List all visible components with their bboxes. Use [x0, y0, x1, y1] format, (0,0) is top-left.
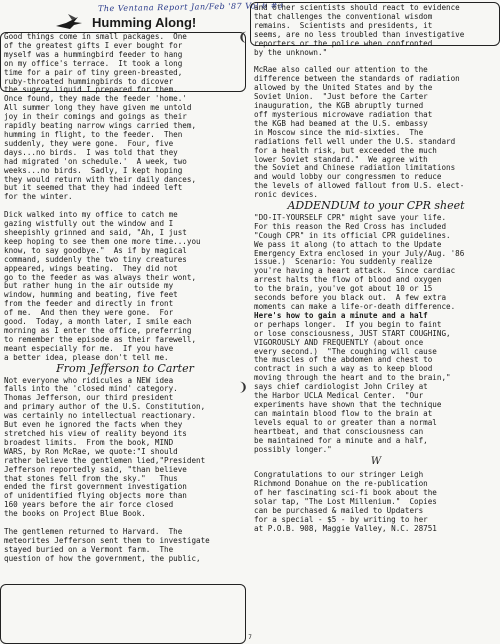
page-number: 7 [248, 634, 252, 641]
text-line: levels equal to or greater than a normal [254, 417, 437, 427]
text-line: time for a pair of tiny green-breasted, [4, 67, 183, 77]
text-line: good. Today, a month later, I smile each [4, 317, 192, 327]
text-line: the muscles of the abdomen and chest to [254, 355, 433, 365]
text-line: of the greatest gifts I ever bought for [4, 40, 183, 50]
divider-bracket-icon: ❨ [237, 30, 249, 44]
text-line: ended the first government investigation [4, 482, 187, 492]
text-line: seems, are no less troubled than investigative [254, 29, 465, 39]
text-line: allowed by the United States and by the [254, 83, 433, 93]
text-line: remains. Scientists and presidents, it [254, 20, 433, 30]
text-line: myself was a hummingbird feeder to hang [4, 49, 183, 59]
article-jefferson [4, 377, 246, 520]
text-line: seconds before you black out. A few extra [254, 293, 447, 303]
text-line: Congratulations to our stringer Leigh [254, 470, 424, 480]
text-line: weeks...no birds. Sadly, I kept hoping [4, 165, 183, 175]
text-line: question of how the government, the public, [4, 553, 201, 563]
text-line: But even he ignored the facts when they [4, 420, 183, 430]
article-hummingbirds [4, 33, 246, 202]
text-line: radiations fell well under the U.S. standard [254, 136, 456, 146]
text-line: experiments have shown that the technique [254, 399, 442, 409]
text-line: but rather hung in the air outside my [4, 281, 174, 291]
text-line: window, humming and beating, five feet [4, 290, 178, 300]
text-line: inauguration, the KGB abruptly turned [254, 101, 424, 111]
text-line: and other scientists should react to evidence [254, 3, 460, 12]
text-line: stretched his view of reality beyond its [4, 428, 187, 438]
text-line: for a special - $5 - by writing to her [254, 514, 428, 524]
text-line: meant especially for me. If you have [4, 343, 174, 353]
text-line: that stones fell from the sky." Thus [4, 473, 178, 483]
text-line: to the brain, you've got about 10 or 15 [254, 284, 433, 294]
text-line: rather believe the gentlemen lied,"President [4, 455, 206, 465]
handwritten-header: The Ventana Report Jan/Feb '87 Vol 6 #3 [97, 0, 284, 14]
text-line: All summer long they have given me untold [4, 103, 192, 113]
text-line: go to the feeder as was always their wont, [4, 272, 197, 282]
text-line: the Soviet and Chinese radiation limitations [254, 163, 456, 173]
text-line: of unidentified flying objects more than [4, 491, 187, 501]
text-line: Thomas Jefferson, our third president [4, 393, 174, 403]
text-line: VIGOROUSLY AND FREQUENTLY (about once [254, 337, 424, 347]
text-line: and would lobby our congressmen to reduce [254, 172, 442, 182]
article-cpr [254, 214, 498, 454]
text-line: know, to say goodbye." As if by magical [4, 245, 187, 255]
hummingbird-icon [54, 14, 88, 32]
text-line: McRae also called our attention to the [254, 65, 428, 75]
text-line: can be purchased & mailed to Updaters [254, 505, 424, 515]
text-line: Dick walked into my office to catch me [4, 210, 178, 220]
text-line: the Harbor UCLA Medical Center. "Our [254, 391, 424, 401]
text-line: Here's how to gain a minute and a half [254, 310, 428, 320]
text-line: Not everyone who ridicules a NEW idea [4, 375, 174, 385]
text-line: to remember the episode as their farewell, [4, 334, 197, 344]
text-line: rapidly beating narrow wings carried them, [4, 121, 197, 131]
text-line: WARS, by Ron McRae, we quote:"I should [4, 446, 178, 456]
text-line: gazing wistfully out the window and I [4, 219, 174, 229]
text-line: The gentlemen returned to Harvard. The [4, 527, 183, 537]
text-line: sheepishly grinned and said, "Ah, I just [4, 228, 187, 238]
text-line: joy in their comings and goings as their [4, 112, 187, 122]
page-title: Humming Along! [92, 15, 197, 30]
text-line: appeared, wings beating. They did not [4, 263, 178, 273]
text-line: Emergency Extra enclosed in your July/Aug. '86 [254, 248, 465, 258]
text-line: possibly longer." [254, 444, 332, 454]
text-line: for a health risk, but exceeded the much [254, 145, 437, 155]
text-line: lower Soviet standard." We agree with [254, 154, 428, 164]
text-line: be maintained for a minute and a half, [254, 435, 428, 445]
text-line: command, suddenly the two tiny creatures [4, 254, 187, 264]
text-line: Jefferson reportedly said, "than believe [4, 464, 187, 474]
text-line: the sugery liquid I prepared for them. [4, 85, 178, 95]
text-line: they would return with their daily dances, [4, 174, 197, 184]
text-line: at P.O.B. 908, Maggie Valley, N.C. 28751 [254, 523, 437, 533]
text-line: the KGB had beamed at the U.S. embassy [254, 118, 428, 128]
text-line: "DO-IT-YOURSELF CPR" might save your life. [254, 212, 447, 222]
text-line: "Cough CPR" in its official CPR guidelines. [254, 230, 451, 240]
text-line: arrest halts the flow of blood and oxygen [254, 275, 442, 285]
article-hummingbirds-farewell [4, 211, 246, 362]
text-line: meteorites Jefferson sent them to investigate [4, 535, 210, 545]
section-divider-glyph: W [370, 456, 382, 468]
text-line: the levels of allowed fallout from U.S. elect- [254, 181, 465, 191]
text-line: or lose consciousness, JUST START COUGHING, [254, 328, 451, 338]
text-line: says chief cardiologist John Criley at [254, 382, 428, 392]
text-line: moments can make a life-or-death difference. [254, 302, 456, 311]
text-line: for the winter. [4, 192, 73, 202]
text-line: Once found, they made the feeder 'home.' [4, 94, 187, 104]
section-title-cpr: ADDENDUM to your CPR sheet [287, 199, 465, 213]
text-line: Soviet Union. "Just before the Carter [254, 92, 428, 102]
text-line: can maintain blood flow to the brain at [254, 408, 433, 418]
text-line: reporters or the police when confronted [254, 38, 433, 48]
text-line: every second.) "The coughing will cause [254, 346, 437, 356]
text-line: the books on Project Blue Book. [4, 509, 146, 519]
divider-bracket-icon: ❩ [237, 380, 249, 394]
text-line: contract in such a way as to keep blood [254, 364, 433, 374]
article-congratulations [254, 471, 498, 533]
left-column [4, 33, 246, 564]
text-line: of me. And then they were gone. For [4, 308, 174, 318]
article-jefferson-end [254, 4, 498, 57]
text-line: or perhaps longer. If you begin to faint [254, 319, 442, 329]
text-line: broadest limits. From the book, MIND [4, 437, 174, 447]
text-line: stayed buried on a Vermont farm. The [4, 544, 174, 554]
text-line: ruby-throated hummingbirds to dicover [4, 76, 174, 86]
article-jefferson-continued [4, 528, 246, 564]
text-line: Richmond Donahue on the re-publication [254, 479, 428, 489]
text-line: on my office's terrace. It took a long [4, 58, 183, 68]
text-line: issue.) Scenario: You suddenly realize [254, 257, 433, 267]
text-line: solar tap, "The Lost Millenium." Copies [254, 497, 437, 507]
text-line: and primary author of the U.S. Constitution, [4, 402, 206, 412]
text-line: ronic devices. [254, 190, 319, 200]
title-block [0, 14, 240, 34]
text-line: heartbeat, and that consciousness can [254, 426, 424, 436]
text-line: but it seemed that they had indeed left [4, 183, 183, 193]
text-line: keep hoping to see them one more time...you [4, 236, 201, 246]
text-line: days...no birds. I was told that they [4, 147, 178, 157]
text-line: off mysterious microwave radiation that [254, 109, 433, 119]
text-line: We pass it along (to attach to the Update [254, 239, 442, 249]
text-line: by the unknown." [254, 47, 328, 57]
text-line: difference between the standards of radiation [254, 74, 460, 84]
article-radiation [254, 66, 498, 200]
text-line: of her fascinating sci-fi book about the [254, 488, 437, 498]
text-line: from the feeder and directly in front [4, 299, 174, 309]
text-line: was certainly no intellectual reactionary. [4, 411, 197, 421]
text-line: For this reason the Red Cross has included [254, 221, 447, 231]
text-line: humming in flight, to the feeder. Then [4, 129, 183, 139]
text-line: falls into the 'closed mind' category. [4, 384, 178, 394]
section-title-jefferson: From Jefferson to Carter [56, 361, 194, 375]
text-line: morning as I enter the office, preferring [4, 326, 192, 335]
text-line: that challenges the conventional wisdom [254, 11, 433, 21]
text-line: Good things come in small packages. One [4, 32, 187, 41]
text-line: 160 years before the air force closed [4, 500, 174, 510]
text-line: moving through the heart and to the brain," [254, 373, 451, 383]
text-line: suddenly, they were gone. Four, five [4, 138, 174, 148]
text-line: you're having a heart attack. Since cardiac [254, 266, 456, 276]
text-line: had migrated 'on schedule.' A week, two [4, 156, 187, 166]
text-line: a better idea, please don't tell me. [4, 352, 169, 362]
text-line: in Moscow since the mid-sixties. The [254, 127, 424, 137]
right-column [254, 4, 498, 534]
